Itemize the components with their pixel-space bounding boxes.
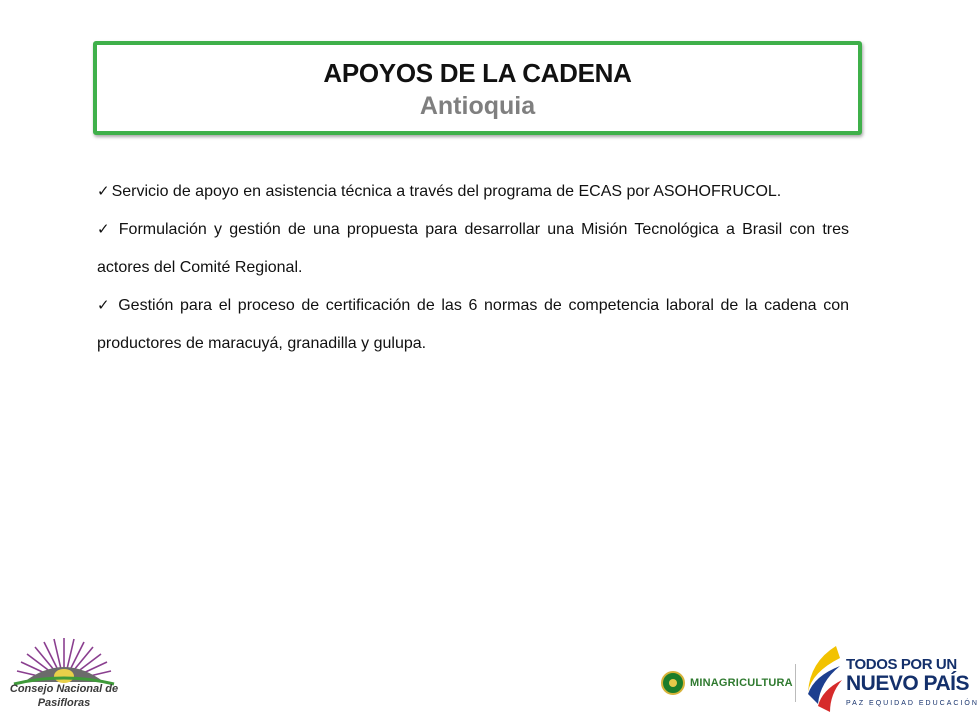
slide-title: APOYOS DE LA CADENA [323, 58, 632, 88]
title-box [93, 41, 862, 135]
slide-subtitle: Antioquia [419, 92, 536, 120]
colombia-flag-swoosh-icon [800, 642, 850, 718]
list-item [97, 173, 849, 211]
minagricultura-text: MINAGRICULTURA [690, 677, 793, 689]
list-item [97, 211, 849, 287]
consejo-logo-line2: Pasifloras [37, 697, 91, 709]
bullet-text: Formulación y gestión de una propuesta para desarrollar una Misión Tecnológica a Brasil con tres actores del Comité Regional. [97, 221, 849, 276]
checkmark-icon: ✓ [97, 221, 110, 238]
list-item [97, 287, 849, 363]
checkmark-icon: ✓ [97, 183, 110, 200]
todos-logo-line2: NUEVO PAÍS [846, 672, 969, 695]
minagricultura-logo [655, 664, 796, 702]
todos-logo-line3: PAZ EQUIDAD EDUCACIÓN [846, 700, 979, 707]
colombia-seal-icon [661, 671, 685, 695]
todos-por-un-nuevo-pais-logo [800, 642, 979, 718]
bullet-text: Servicio de apoyo en asistencia técnica a través del programa de ECAS por ASOHOFRUCOL. [111, 183, 782, 200]
consejo-pasifloras-logo [4, 632, 124, 718]
consejo-logo-line1: Consejo Nacional de [9, 683, 119, 695]
todos-logo-line1: TODOS POR UN [846, 656, 957, 673]
passionflower-icon [4, 632, 124, 688]
bullet-text: Gestión para el proceso de certificación de las 6 normas de competencia laboral de la cadena con productores de maracuyá, granadilla y gulupa. [97, 297, 849, 352]
bullet-list [97, 173, 849, 363]
checkmark-icon: ✓ [97, 297, 110, 314]
